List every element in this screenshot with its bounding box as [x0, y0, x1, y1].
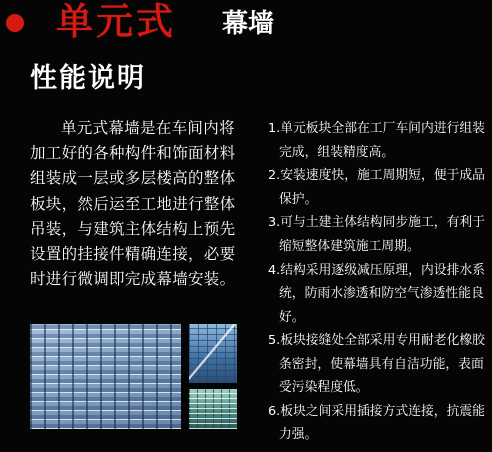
title-red-part: 单元式 — [56, 0, 176, 43]
section-subtitle: 性能说明 — [30, 63, 146, 94]
feature-item: 3.可与土建主体结构同步施工，有利于缩短整体建筑施工周期。 — [268, 215, 485, 254]
curtain-wall-photo-detail-top — [189, 324, 237, 383]
feature-item: 6.板块之间采用插接方式连接，抗震能力强。 — [268, 403, 485, 443]
curtain-wall-photo-detail-bottom — [189, 389, 237, 429]
intro-paragraph: 单元式幕墙是在车间内将加工好的各种构件和饰面材料组装成一层或多层楼高的整体板块，然后运至工地进行整体吊装，与建筑主体结构上预先设置的挂接件精确连接，必要时进行微调即完成幕墙安装。 — [30, 119, 236, 289]
red-bullet-dot — [6, 14, 24, 32]
title-white-part: 幕墙 — [222, 9, 275, 39]
feature-item: 5.板块接缝处全部采用专用耐老化橡胶条密封，使幕墙具有自洁功能，表面受污染程度低。 — [268, 333, 485, 396]
curtain-wall-photo-main — [30, 324, 181, 429]
feature-item: 2.安装速度快，施工周期短，便于成品保护。 — [268, 168, 485, 207]
feature-list — [268, 117, 486, 447]
feature-item: 1.单元板块全部在工厂车间内进行组装完成，组装精度高。 — [268, 121, 485, 160]
feature-item: 4.结构采用逐级减压原理，内设排水系统，防雨水渗透和防空气渗透性能良好。 — [268, 262, 485, 325]
